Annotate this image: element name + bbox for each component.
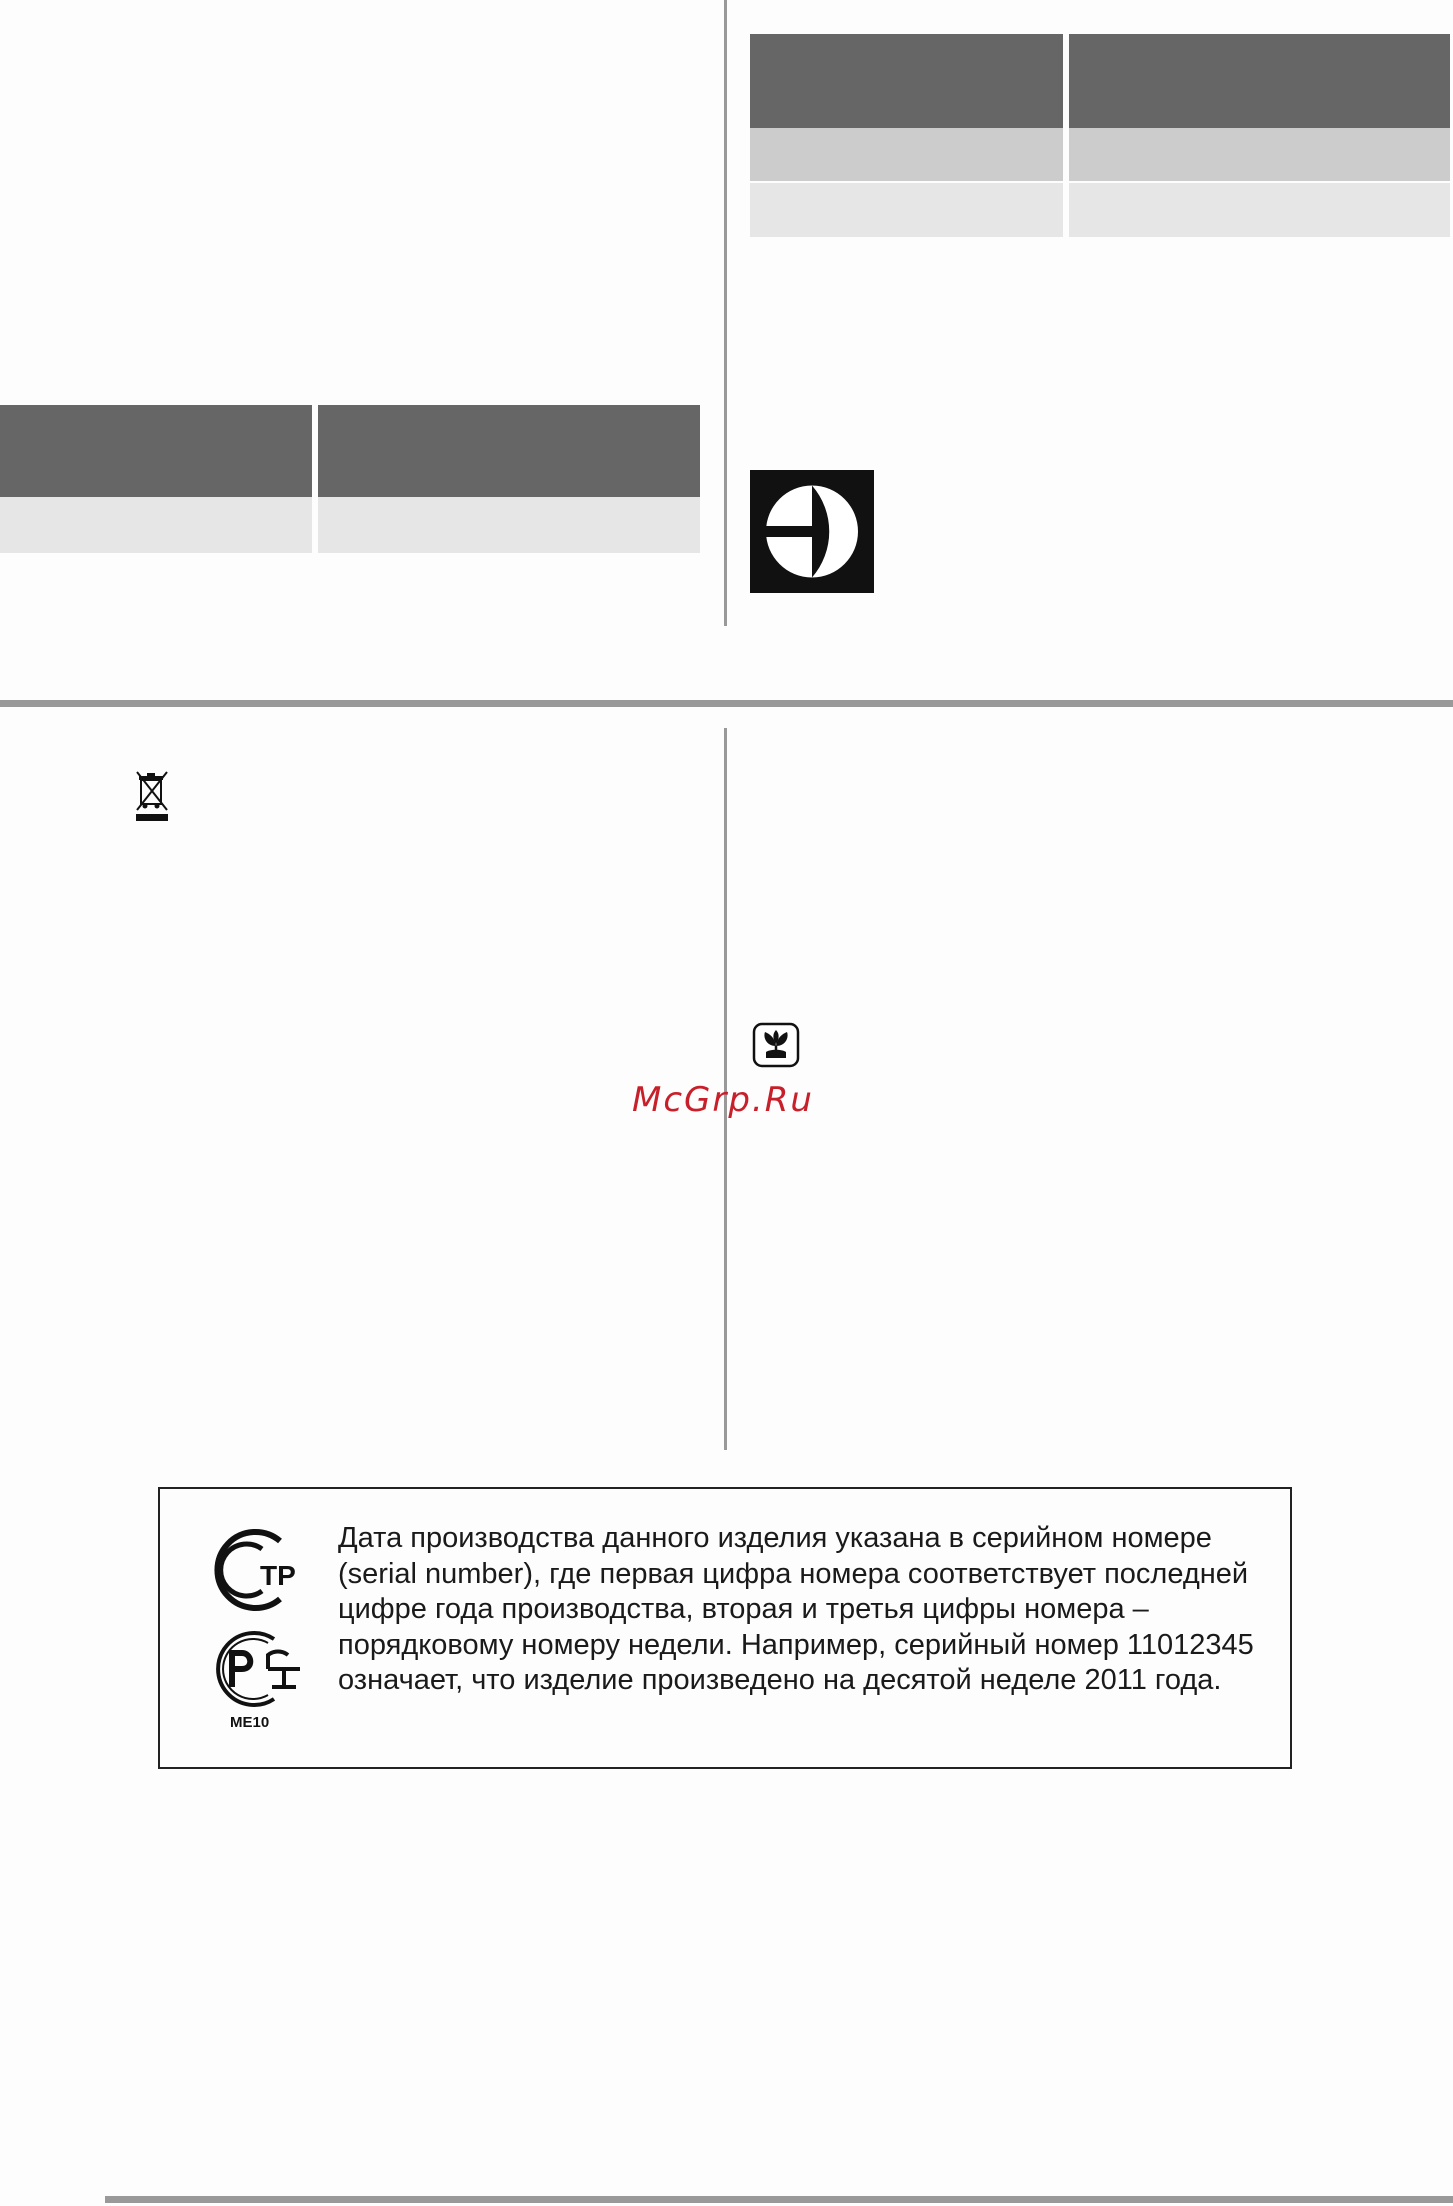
production-date-text: Дата производства данного изделия указана в серийном номере (serial number), где первая цифра номера соответствует последней цифре года производства, вторая и третья цифры номера – порядковому номеру недели. Например, серийный номер 11012345 означает, что изделие произведено на десятой неделе 2011 года. xyxy=(338,1522,1254,1696)
table-right-row2-cell-1 xyxy=(750,183,1063,237)
watermark: McGrp.Ru xyxy=(632,1080,814,1120)
table-right-row2-cell-2 xyxy=(1069,183,1450,237)
table-right-header-cell-2 xyxy=(1069,34,1450,128)
section-divider xyxy=(0,700,1453,707)
table-left-row-cell-1 xyxy=(0,497,312,553)
table-left xyxy=(0,405,700,553)
svg-text:ТР: ТР xyxy=(260,1560,296,1591)
eco-flower-icon xyxy=(752,1022,800,1068)
gost-r-certification-mark xyxy=(202,1629,306,1709)
table-right-row1-cell-1 xyxy=(750,128,1063,181)
production-date-notice xyxy=(158,1487,1292,1769)
table-left-row-cell-2 xyxy=(318,497,700,553)
column-divider-top xyxy=(724,0,727,626)
electrolux-logo xyxy=(750,470,874,593)
table-right-header-cell-1 xyxy=(750,34,1063,128)
cert-code: ME10 xyxy=(230,1714,270,1731)
eac-certification-mark xyxy=(202,1527,306,1613)
table-right-row1-cell-2 xyxy=(1069,128,1450,181)
crossed-out-wheelie-bin-icon xyxy=(135,770,169,822)
table-left-header-cell-1 xyxy=(0,405,312,497)
table-right xyxy=(750,34,1450,237)
table-left-header-cell-2 xyxy=(318,405,700,497)
footer-rule xyxy=(105,2196,1453,2203)
